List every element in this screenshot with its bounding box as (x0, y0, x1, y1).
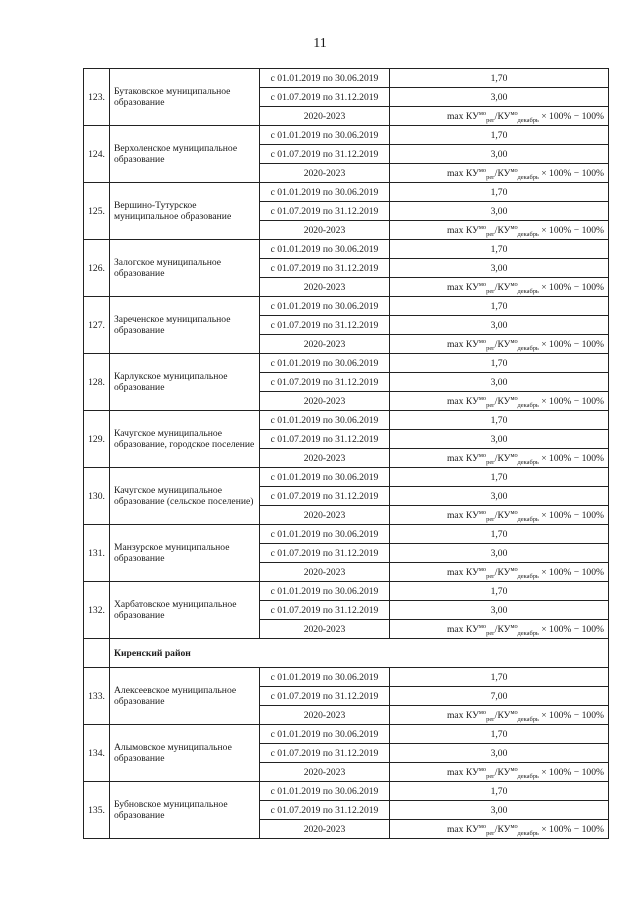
period-first-half: с 01.01.2019 по 30.06.2019 (260, 69, 390, 88)
formula-ku: КУ (497, 509, 511, 521)
table-row (84, 411, 609, 430)
table-row (84, 725, 609, 744)
formula-ku: КУ (465, 338, 479, 350)
formula-mo-sup: мо (478, 451, 487, 459)
formula-mo-sup: мо (478, 708, 487, 716)
formula-tail: × 100% − 100% (541, 452, 604, 464)
formula-mo-sup: мо (510, 109, 518, 117)
formula-max: max (446, 509, 464, 521)
entity-name: Бутаковское муниципальное образование (110, 69, 260, 126)
value-first-half: 1,70 (390, 240, 609, 259)
formula-dec-sub: декабрь (517, 401, 539, 409)
table-row (84, 468, 609, 487)
row-number: 123. (84, 69, 110, 126)
table-row (84, 183, 609, 202)
period-first-half: с 01.01.2019 по 30.06.2019 (260, 183, 390, 202)
formula-slash: / (494, 281, 498, 293)
formula-tail: × 100% − 100% (541, 281, 604, 293)
row-number: 127. (84, 297, 110, 354)
district-title: Киренский район (110, 639, 609, 668)
formula-cell (390, 506, 609, 525)
formula-dec-sub: декабрь (517, 116, 539, 124)
formula-reg-sub: рег (486, 772, 495, 780)
formula-mo-sup: мо (510, 508, 518, 516)
period-years: 2020-2023 (260, 278, 390, 297)
formula-cell (390, 278, 609, 297)
formula-max: max (446, 281, 464, 293)
period-second-half: с 01.07.2019 по 31.12.2019 (260, 88, 390, 107)
period-first-half: с 01.01.2019 по 30.06.2019 (260, 240, 390, 259)
row-number: 128. (84, 354, 110, 411)
formula-mo-sup: мо (510, 223, 518, 231)
formula-mo-sup: мо (510, 622, 518, 630)
value-second-half: 3,00 (390, 801, 609, 820)
value-first-half: 1,70 (390, 411, 609, 430)
formula-reg-sub: рег (486, 629, 495, 637)
formula-ku: КУ (465, 823, 479, 835)
formula-cell (390, 763, 609, 782)
formula-ku: КУ (497, 110, 511, 122)
formula-ku: КУ (497, 566, 511, 578)
formula-max: max (446, 709, 464, 721)
period-first-half: с 01.01.2019 по 30.06.2019 (260, 668, 390, 687)
formula-dec-sub: декабрь (517, 629, 539, 637)
formula-slash: / (494, 452, 498, 464)
formula-tail: × 100% − 100% (541, 623, 604, 635)
value-first-half: 1,70 (390, 782, 609, 801)
period-second-half: с 01.07.2019 по 31.12.2019 (260, 373, 390, 392)
formula-ku: КУ (465, 452, 479, 464)
value-first-half: 1,70 (390, 354, 609, 373)
formula-ku: КУ (497, 224, 511, 236)
formula-reg-sub: рег (486, 515, 495, 523)
formula-mo-sup: мо (478, 508, 487, 516)
period-years: 2020-2023 (260, 164, 390, 183)
formula-reg-sub: рег (486, 230, 495, 238)
formula-slash: / (494, 566, 498, 578)
formula-ku: КУ (497, 709, 511, 721)
formula-mo-sup: мо (478, 765, 487, 773)
value-second-half: 3,00 (390, 259, 609, 278)
period-years: 2020-2023 (260, 107, 390, 126)
formula-slash: / (494, 823, 498, 835)
period-years: 2020-2023 (260, 221, 390, 240)
period-first-half: с 01.01.2019 по 30.06.2019 (260, 126, 390, 145)
formula-ku: КУ (497, 623, 511, 635)
formula-max: max (446, 623, 464, 635)
tariff-table (83, 68, 609, 839)
entity-name: Вершино-Тутурское муниципальное образование (110, 183, 260, 240)
formula-mo-sup: мо (510, 337, 518, 345)
row-number: 130. (84, 468, 110, 525)
formula-slash: / (494, 338, 498, 350)
formula-max: max (446, 566, 464, 578)
formula-ku: КУ (465, 281, 479, 293)
formula-ku: КУ (497, 766, 511, 778)
period-years: 2020-2023 (260, 449, 390, 468)
table-row (84, 668, 609, 687)
formula-mo-sup: мо (478, 223, 487, 231)
formula-ku: КУ (465, 709, 479, 721)
formula-cell (390, 820, 609, 839)
formula-slash: / (494, 110, 498, 122)
formula-mo-sup: мо (510, 394, 518, 402)
period-first-half: с 01.01.2019 по 30.06.2019 (260, 782, 390, 801)
formula-mo-sup: мо (478, 622, 487, 630)
period-second-half: с 01.07.2019 по 31.12.2019 (260, 601, 390, 620)
formula-cell (390, 392, 609, 411)
formula-ku: КУ (465, 566, 479, 578)
value-second-half: 3,00 (390, 601, 609, 620)
formula-ku: КУ (497, 281, 511, 293)
table-row (84, 126, 609, 145)
formula-cell (390, 335, 609, 354)
district-num-cell (84, 639, 110, 668)
formula-dec-sub: декабрь (517, 515, 539, 523)
entity-name: Бубновское муниципальное образование (110, 782, 260, 839)
formula-mo-sup: мо (478, 280, 487, 288)
value-first-half: 1,70 (390, 725, 609, 744)
period-second-half: с 01.07.2019 по 31.12.2019 (260, 259, 390, 278)
period-second-half: с 01.07.2019 по 31.12.2019 (260, 544, 390, 563)
formula-mo-sup: мо (478, 565, 487, 573)
district-row (84, 639, 609, 668)
period-years: 2020-2023 (260, 620, 390, 639)
formula-slash: / (494, 167, 498, 179)
formula-tail: × 100% − 100% (541, 823, 604, 835)
formula-max: max (446, 766, 464, 778)
value-first-half: 1,70 (390, 668, 609, 687)
formula-dec-sub: декабрь (517, 458, 539, 466)
formula-tail: × 100% − 100% (541, 709, 604, 721)
formula-mo-sup: мо (510, 565, 518, 573)
formula-cell (390, 449, 609, 468)
formula-dec-sub: декабрь (517, 772, 539, 780)
period-years: 2020-2023 (260, 763, 390, 782)
formula-tail: × 100% − 100% (541, 167, 604, 179)
period-second-half: с 01.07.2019 по 31.12.2019 (260, 430, 390, 449)
formula-reg-sub: рег (486, 572, 495, 580)
formula-ku: КУ (497, 823, 511, 835)
formula-dec-sub: декабрь (517, 715, 539, 723)
formula-max: max (446, 452, 464, 464)
row-number: 133. (84, 668, 110, 725)
row-number: 125. (84, 183, 110, 240)
formula-reg-sub: рег (486, 344, 495, 352)
formula-reg-sub: рег (486, 829, 495, 837)
row-number: 126. (84, 240, 110, 297)
value-second-half: 3,00 (390, 88, 609, 107)
page-number: 11 (313, 36, 327, 51)
formula-reg-sub: рег (486, 173, 495, 181)
formula-tail: × 100% − 100% (541, 566, 604, 578)
formula-mo-sup: мо (510, 708, 518, 716)
formula-mo-sup: мо (510, 280, 518, 288)
period-second-half: с 01.07.2019 по 31.12.2019 (260, 202, 390, 221)
value-first-half: 1,70 (390, 525, 609, 544)
table-row (84, 354, 609, 373)
formula-mo-sup: мо (510, 451, 518, 459)
formula-ku: КУ (497, 167, 511, 179)
value-first-half: 1,70 (390, 183, 609, 202)
table-row (84, 297, 609, 316)
formula-max: max (446, 167, 464, 179)
formula-tail: × 100% − 100% (541, 766, 604, 778)
period-first-half: с 01.01.2019 по 30.06.2019 (260, 582, 390, 601)
value-second-half: 3,00 (390, 744, 609, 763)
value-second-half: 3,00 (390, 145, 609, 164)
formula-ku: КУ (465, 509, 479, 521)
formula-cell (390, 107, 609, 126)
formula-reg-sub: рег (486, 287, 495, 295)
value-second-half: 3,00 (390, 487, 609, 506)
formula-dec-sub: декабрь (517, 173, 539, 181)
entity-name: Алексеевское муниципальное образование (110, 668, 260, 725)
formula-ku: КУ (465, 623, 479, 635)
formula-dec-sub: декабрь (517, 287, 539, 295)
formula-tail: × 100% − 100% (541, 395, 604, 407)
formula-ku: КУ (497, 395, 511, 407)
formula-cell (390, 563, 609, 582)
formula-cell (390, 620, 609, 639)
formula-ku: КУ (465, 395, 479, 407)
entity-name: Качугское муниципальное образование, городское поселение (110, 411, 260, 468)
entity-name: Зареченское муниципальное образование (110, 297, 260, 354)
table-row (84, 69, 609, 88)
formula-max: max (446, 395, 464, 407)
period-first-half: с 01.01.2019 по 30.06.2019 (260, 297, 390, 316)
period-second-half: с 01.07.2019 по 31.12.2019 (260, 316, 390, 335)
formula-slash: / (494, 395, 498, 407)
formula-dec-sub: декабрь (517, 230, 539, 238)
row-number: 131. (84, 525, 110, 582)
formula-ku: КУ (465, 766, 479, 778)
entity-name: Харбатовское муниципальное образование (110, 582, 260, 639)
value-second-half: 3,00 (390, 316, 609, 335)
table-row (84, 240, 609, 259)
formula-mo-sup: мо (510, 822, 518, 830)
period-years: 2020-2023 (260, 506, 390, 525)
formula-tail: × 100% − 100% (541, 224, 604, 236)
formula-mo-sup: мо (478, 109, 487, 117)
formula-mo-sup: мо (478, 394, 487, 402)
value-first-half: 1,70 (390, 582, 609, 601)
entity-name: Качугское муниципальное образование (сельское поселение) (110, 468, 260, 525)
row-number: 135. (84, 782, 110, 839)
value-second-half: 3,00 (390, 373, 609, 392)
formula-mo-sup: мо (510, 765, 518, 773)
formula-cell (390, 164, 609, 183)
period-years: 2020-2023 (260, 706, 390, 725)
period-years: 2020-2023 (260, 563, 390, 582)
period-second-half: с 01.07.2019 по 31.12.2019 (260, 687, 390, 706)
table-row (84, 782, 609, 801)
row-number: 134. (84, 725, 110, 782)
formula-ku: КУ (465, 224, 479, 236)
value-first-half: 1,70 (390, 468, 609, 487)
formula-reg-sub: рег (486, 401, 495, 409)
formula-max: max (446, 338, 464, 350)
period-years: 2020-2023 (260, 335, 390, 354)
period-second-half: с 01.07.2019 по 31.12.2019 (260, 801, 390, 820)
period-first-half: с 01.01.2019 по 30.06.2019 (260, 354, 390, 373)
period-first-half: с 01.01.2019 по 30.06.2019 (260, 725, 390, 744)
period-first-half: с 01.01.2019 по 30.06.2019 (260, 468, 390, 487)
formula-dec-sub: декабрь (517, 829, 539, 837)
formula-tail: × 100% − 100% (541, 509, 604, 521)
formula-slash: / (494, 709, 498, 721)
formula-mo-sup: мо (478, 337, 487, 345)
formula-mo-sup: мо (478, 166, 487, 174)
entity-name: Залогское муниципальное образование (110, 240, 260, 297)
formula-slash: / (494, 766, 498, 778)
value-second-half: 3,00 (390, 202, 609, 221)
formula-slash: / (494, 224, 498, 236)
formula-mo-sup: мо (510, 166, 518, 174)
value-first-half: 1,70 (390, 69, 609, 88)
period-first-half: с 01.01.2019 по 30.06.2019 (260, 525, 390, 544)
formula-reg-sub: рег (486, 715, 495, 723)
formula-max: max (446, 823, 464, 835)
entity-name: Верхоленское муниципальное образование (110, 126, 260, 183)
value-second-half: 3,00 (390, 430, 609, 449)
period-first-half: с 01.01.2019 по 30.06.2019 (260, 411, 390, 430)
entity-name: Карлукское муниципальное образование (110, 354, 260, 411)
formula-max: max (446, 110, 464, 122)
formula-ku: КУ (497, 338, 511, 350)
value-second-half: 3,00 (390, 544, 609, 563)
value-first-half: 1,70 (390, 297, 609, 316)
formula-max: max (446, 224, 464, 236)
period-second-half: с 01.07.2019 по 31.12.2019 (260, 145, 390, 164)
table-row (84, 525, 609, 544)
formula-mo-sup: мо (478, 822, 487, 830)
formula-slash: / (494, 623, 498, 635)
formula-cell (390, 221, 609, 240)
formula-ku: КУ (465, 110, 479, 122)
entity-name: Манзурское муниципальное образование (110, 525, 260, 582)
formula-tail: × 100% − 100% (541, 110, 604, 122)
row-number: 129. (84, 411, 110, 468)
period-years: 2020-2023 (260, 820, 390, 839)
formula-reg-sub: рег (486, 458, 495, 466)
entity-name: Алымовское муниципальное образование (110, 725, 260, 782)
formula-ku: КУ (465, 167, 479, 179)
period-years: 2020-2023 (260, 392, 390, 411)
formula-tail: × 100% − 100% (541, 338, 604, 350)
value-second-half: 7,00 (390, 687, 609, 706)
formula-cell (390, 706, 609, 725)
value-first-half: 1,70 (390, 126, 609, 145)
period-second-half: с 01.07.2019 по 31.12.2019 (260, 744, 390, 763)
formula-reg-sub: рег (486, 116, 495, 124)
formula-dec-sub: декабрь (517, 572, 539, 580)
table-row (84, 582, 609, 601)
period-second-half: с 01.07.2019 по 31.12.2019 (260, 487, 390, 506)
formula-ku: КУ (497, 452, 511, 464)
row-number: 132. (84, 582, 110, 639)
formula-dec-sub: декабрь (517, 344, 539, 352)
row-number: 124. (84, 126, 110, 183)
formula-slash: / (494, 509, 498, 521)
